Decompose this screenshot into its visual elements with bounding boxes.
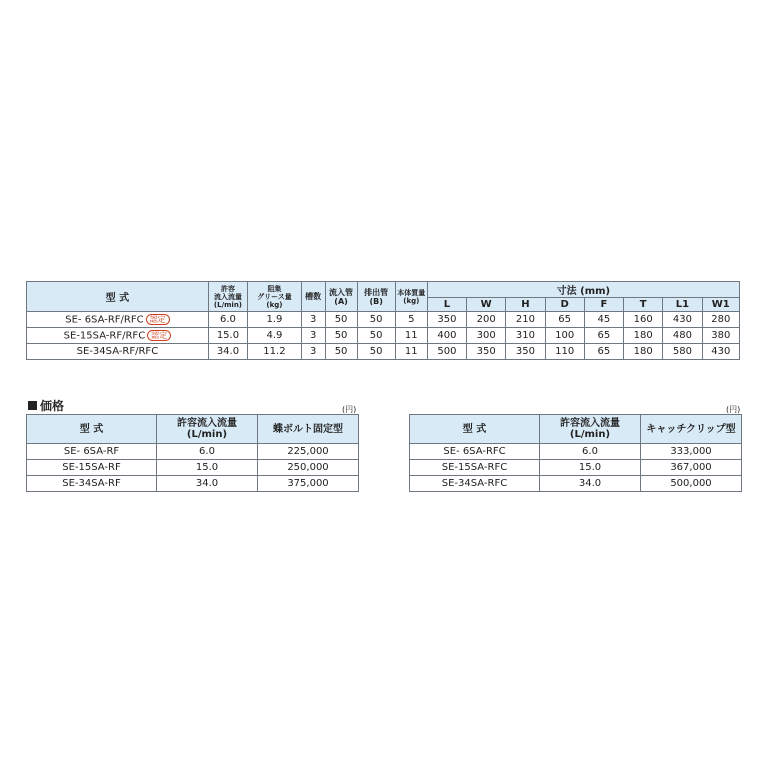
- value-cell: 11: [395, 328, 427, 344]
- header-tanks: 槽数: [301, 282, 325, 312]
- model-cell: [27, 344, 209, 360]
- spec-table: [26, 281, 740, 360]
- table-row: [27, 444, 359, 460]
- price-header-label: 型 式: [462, 423, 487, 435]
- table-row: [27, 460, 359, 476]
- price-header-1: [157, 415, 258, 444]
- price-header-label: 蝶ボルト固定型: [273, 423, 343, 435]
- price-cell: 15.0: [157, 460, 258, 476]
- price-header-label: 許容流入流量 (L/min): [177, 418, 237, 440]
- table-row: [27, 344, 740, 360]
- value-cell: 50: [325, 344, 357, 360]
- price-cell: SE-15SA-RFC: [410, 460, 540, 476]
- price-table-right: [409, 414, 742, 492]
- value-cell: 65: [545, 312, 584, 328]
- price-cell: 34.0: [157, 476, 258, 492]
- value-cell: 160: [624, 312, 663, 328]
- model-label: SE-34SA-RF/RFC: [76, 346, 159, 357]
- value-cell: 180: [624, 344, 663, 360]
- table-row: [410, 444, 742, 460]
- price-unit-right: (円): [726, 405, 741, 414]
- header-weight: [395, 282, 427, 312]
- value-cell: 300: [467, 328, 506, 344]
- value-cell: 45: [584, 312, 623, 328]
- value-cell: 3: [301, 344, 325, 360]
- price-cell: 6.0: [540, 444, 641, 460]
- price-cell: 367,000: [641, 460, 742, 476]
- value-cell: 210: [506, 312, 545, 328]
- value-cell: 350: [427, 312, 466, 328]
- certified-badge: 認定: [147, 330, 171, 341]
- header-flow: [208, 282, 247, 312]
- header-dim-2: H: [506, 298, 545, 312]
- price-header-2: [641, 415, 742, 444]
- price-cell: SE- 6SA-RFC: [410, 444, 540, 460]
- value-cell: 5: [395, 312, 427, 328]
- value-cell: 50: [357, 328, 395, 344]
- header-dim-7: W1: [702, 298, 739, 312]
- price-section-title: [28, 397, 64, 414]
- value-cell: 350: [506, 344, 545, 360]
- price-table-left: [26, 414, 359, 492]
- value-cell: 200: [467, 312, 506, 328]
- price-cell: SE- 6SA-RF: [27, 444, 157, 460]
- value-cell: 50: [325, 312, 357, 328]
- price-cell: SE-15SA-RF: [27, 460, 157, 476]
- model-label: SE-15SA-RF/RFC: [63, 330, 146, 342]
- header-dim-6: L1: [663, 298, 702, 312]
- value-cell: 11: [395, 344, 427, 360]
- price-cell: 333,000: [641, 444, 742, 460]
- model-label: SE- 6SA-RF/RFC: [65, 314, 144, 326]
- value-cell: 11.2: [248, 344, 302, 360]
- value-cell: 350: [467, 344, 506, 360]
- table-row: [410, 460, 742, 476]
- value-cell: 380: [702, 328, 739, 344]
- price-cell: 375,000: [258, 476, 359, 492]
- header-dim-5: T: [624, 298, 663, 312]
- header-inflow-label: 流入管 (A): [329, 287, 354, 306]
- price-cell: 500,000: [641, 476, 742, 492]
- value-cell: 50: [357, 344, 395, 360]
- value-cell: 430: [663, 312, 702, 328]
- value-cell: 580: [663, 344, 702, 360]
- value-cell: 4.9: [248, 328, 302, 344]
- value-cell: 3: [301, 312, 325, 328]
- price-title-text: 価格: [40, 399, 65, 413]
- table-row: [410, 476, 742, 492]
- value-cell: 50: [325, 328, 357, 344]
- price-header-2: [258, 415, 359, 444]
- price-cell: SE-34SA-RFC: [410, 476, 540, 492]
- price-cell: SE-34SA-RF: [27, 476, 157, 492]
- model-cell: [27, 312, 209, 328]
- header-outflow-pipe: [357, 282, 395, 312]
- model-cell: [27, 328, 209, 344]
- value-cell: 3: [301, 328, 325, 344]
- price-cell: 250,000: [258, 460, 359, 476]
- header-flow-label: 許容 流入流量 (L/min): [213, 284, 242, 309]
- value-cell: 400: [427, 328, 466, 344]
- header-model: 型 式: [27, 282, 209, 312]
- table-row: [27, 476, 359, 492]
- header-inflow-pipe: [325, 282, 357, 312]
- price-header-1: [540, 415, 641, 444]
- price-cell: 225,000: [258, 444, 359, 460]
- value-cell: 15.0: [208, 328, 247, 344]
- value-cell: 480: [663, 328, 702, 344]
- square-bullet-icon: [28, 401, 37, 410]
- value-cell: 50: [357, 312, 395, 328]
- price-header-label: 許容流入流量 (L/min): [560, 418, 620, 440]
- header-dim-4: F: [584, 298, 623, 312]
- header-weight-label: 本体質量 (kg): [397, 288, 426, 305]
- header-dims: 寸法 (mm): [427, 282, 739, 298]
- certified-badge: 認定: [146, 314, 170, 325]
- header-dim-3: D: [545, 298, 584, 312]
- value-cell: 500: [427, 344, 466, 360]
- price-unit-left: (円): [342, 405, 357, 414]
- value-cell: 6.0: [208, 312, 247, 328]
- value-cell: 280: [702, 312, 739, 328]
- price-header-0: [410, 415, 540, 444]
- header-outflow-label: 排出管 (B): [364, 287, 389, 306]
- value-cell: 65: [584, 344, 623, 360]
- value-cell: 110: [545, 344, 584, 360]
- header-dim-0: L: [427, 298, 466, 312]
- table-row: [27, 328, 740, 344]
- price-cell: 15.0: [540, 460, 641, 476]
- value-cell: 34.0: [208, 344, 247, 360]
- header-dim-1: W: [467, 298, 506, 312]
- price-header-label: 型 式: [79, 423, 104, 435]
- price-header-label: キャッチクリップ型: [646, 423, 736, 435]
- value-cell: 100: [545, 328, 584, 344]
- header-grease-label: 阻集 グリース量 (kg): [257, 284, 292, 309]
- value-cell: 430: [702, 344, 739, 360]
- header-grease: [248, 282, 302, 312]
- value-cell: 1.9: [248, 312, 302, 328]
- value-cell: 65: [584, 328, 623, 344]
- table-row: [27, 312, 740, 328]
- price-cell: 6.0: [157, 444, 258, 460]
- price-header-0: [27, 415, 157, 444]
- value-cell: 180: [624, 328, 663, 344]
- value-cell: 310: [506, 328, 545, 344]
- price-cell: 34.0: [540, 476, 641, 492]
